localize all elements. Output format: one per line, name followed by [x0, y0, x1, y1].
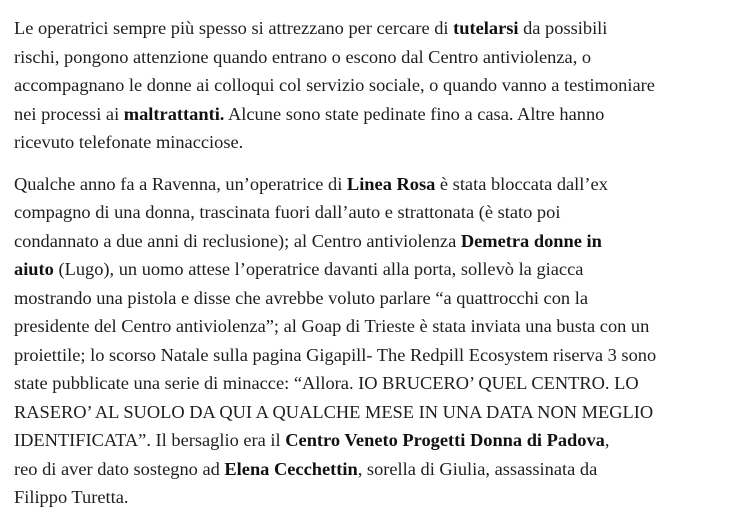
- text-segment: Qualche anno fa a Ravenna, un’operatrice di: [14, 173, 347, 194]
- text-line: [14, 71, 734, 100]
- text-line: [14, 198, 734, 227]
- text-line: [14, 227, 734, 256]
- text-segment: state pubblicate una serie di minacce: “Allora. IO BRUCERO’ QUEL CENTRO. LO: [14, 373, 639, 393]
- text-segment: Le operatrici sempre più spesso si attrezzano per cercare di: [14, 18, 454, 38]
- bold-phrase: maltrattanti.: [123, 103, 225, 124]
- text-line: [14, 312, 734, 341]
- bold-phrase: Centro Veneto Progetti Donna di Padova: [285, 430, 605, 450]
- text-segment: ricevuto telefonate minacciose.: [14, 132, 244, 152]
- text-segment: ,: [604, 430, 610, 450]
- bold-phrase: Linea Rosa: [346, 173, 436, 194]
- text-line: [14, 483, 734, 512]
- bold-phrase: aiuto: [14, 259, 54, 279]
- text-line: [14, 284, 734, 313]
- text-line: [14, 255, 734, 284]
- text-segment: nei processi ai: [14, 103, 124, 124]
- bold-phrase: tutelarsi: [453, 18, 519, 38]
- bold-phrase: Demetra donne in: [460, 230, 602, 251]
- text-segment: (Lugo), un uomo attese l’operatrice davanti alla porta, sollevò la giacca: [53, 259, 584, 279]
- paragraph-ravenna: [14, 170, 734, 512]
- text-segment: Alcune sono state pedinate fino a casa. Altre hanno: [224, 103, 605, 124]
- text-segment: IDENTIFICATA”. Il bersaglio era il: [14, 430, 286, 450]
- text-segment: proiettile; lo scorso Natale sulla pagina Gigapill- The Redpill Ecosystem riserva 3 sono: [14, 344, 657, 365]
- text-line: [14, 369, 734, 398]
- text-segment: rischi, pongono attenzione quando entrano o escono dal Centro antiviolenza, o: [14, 46, 592, 67]
- paragraph-operatrici: [14, 14, 734, 157]
- text-segment: reo di aver dato sostegno ad: [14, 458, 225, 479]
- text-line: [14, 455, 734, 484]
- text-segment: presidente del Centro antiviolenza”; al Goap di Trieste è stata inviata una busta con un: [14, 316, 650, 336]
- text-line: [14, 43, 734, 72]
- text-segment: , sorella di Giulia, assassinata da: [357, 458, 598, 479]
- text-segment: Filippo Turetta.: [14, 487, 129, 507]
- text-segment: compagno di una donna, trascinata fuori dall’auto e strattonata (è stato poi: [14, 202, 561, 222]
- text-line: [14, 398, 734, 427]
- text-segment: accompagnano le donne ai colloqui col servizio sociale, o quando vanno a testimoniare: [14, 75, 655, 95]
- text-line: [14, 100, 734, 129]
- text-line: [14, 170, 734, 199]
- text-line: [14, 128, 734, 157]
- text-segment: condannato a due anni di reclusione); al Centro antiviolenza: [14, 230, 461, 251]
- text-segment: da possibili: [518, 18, 608, 38]
- text-line: [14, 341, 734, 370]
- bold-phrase: Elena Cecchettin: [224, 458, 358, 479]
- text-segment: RASERO’ AL SUOLO DA QUI A QUALCHE MESE IN UNA DATA NON MEGLIO: [14, 401, 654, 422]
- text-segment: mostrando una pistola e disse che avrebbe voluto parlare “a quattrocchi con la: [14, 287, 588, 308]
- text-line: [14, 426, 734, 455]
- text-line: [14, 14, 734, 43]
- text-segment: è stata bloccata dall’ex: [435, 173, 608, 194]
